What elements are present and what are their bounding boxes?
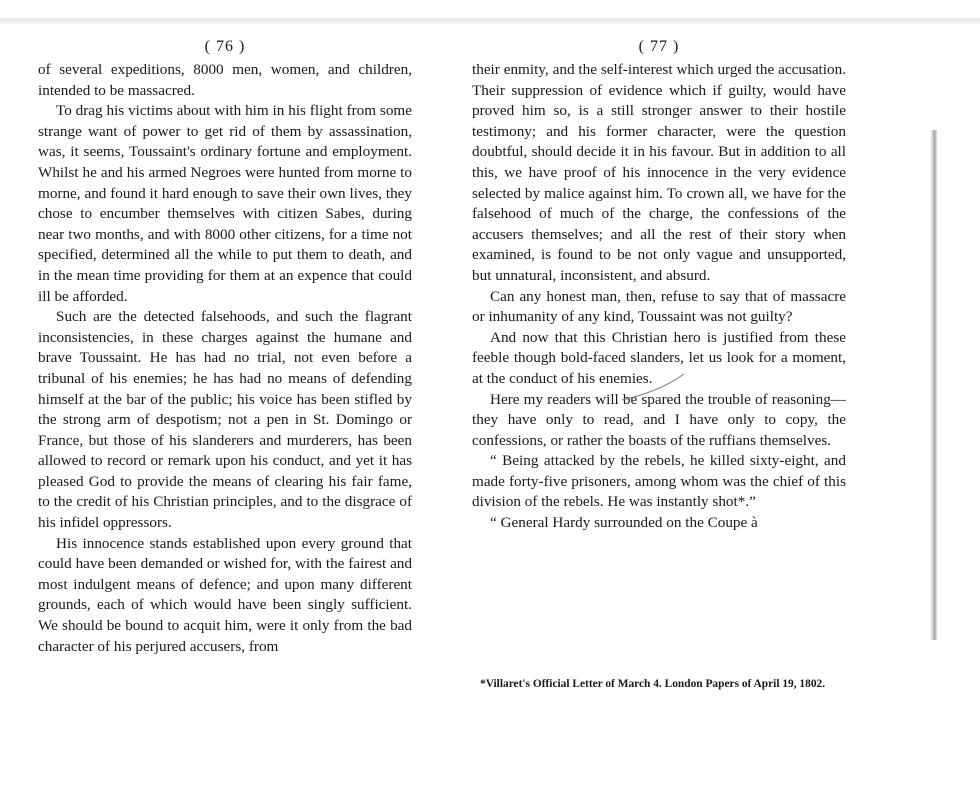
page-number-right: ( 77 ) <box>638 38 680 55</box>
paragraph: Can any honest man, then, refuse to say that of massacre or inhumanity of any kind, Toussaint was not guilty? <box>472 287 846 326</box>
page-number-left: ( 76 ) <box>204 38 246 55</box>
binding-shadow <box>930 130 938 640</box>
paragraph: Here my readers will be spared the trouble of reasoning—they have only to read, and I have only to copy, the confessions, or rather the boasts of the ruffians themselves. <box>472 390 846 449</box>
footnote <box>472 675 846 693</box>
paragraph: And now that this Christian hero is justified from these feeble though bold-faced slanders, let us look for a moment, at the conduct of his enemies. <box>472 328 846 387</box>
paragraph: “ General Hardy surrounded on the Coupe à <box>490 514 758 532</box>
paragraph: His innocence stands established upon every ground that could have been demanded or wished for, with the fairest and most indulgent means of defence; and upon many different grounds, each of which would have been singly sufficient. We should be bound to acquit him, were it only from the bad character of his perjured accusers, from <box>38 534 412 655</box>
left-page-text <box>38 60 412 657</box>
paragraph: their enmity, and the self-interest which urged the accusation. Their suppression of evidence which if guilty, would have proved him so, is a still stronger answer to their hostile testimony; and his former character, were the question doubtful, should decide it in his favour. But in addition to all this, we have proof of his innocence in the very evidence selected by malice against him. To crown all, we have for the falsehood of much of the charge, the confessions of the accusers themselves; and all the rest of their story when examined, is found to be not only vague and unsupported, but unnatural, inconsistent, and absurd. <box>472 61 846 284</box>
right-page-text <box>472 60 846 534</box>
pencil-mark-icon <box>620 372 686 402</box>
page-top-edge <box>0 18 980 24</box>
left-page <box>38 34 412 657</box>
paragraph: To drag his victims about with him in his flight from some strange want of power to get rid of them by assassination, was, it seems, Toussaint's ordinary fortune and employment. Whilst he and his armed Negroes were hunted from morne to morne, and found it hard enough to save their own lives, they chose to encumber themselves with citizen Sabes, during near two months, and with 8000 other citizens, for a time not specified, determined all the while to put them to death, and in the mean time providing for them at an expence that could ill be afforded. <box>38 102 412 305</box>
paragraph: “ Being attacked by the rebels, he killed sixty-eight, and made forty-five prisoners, among whom was the chief of this division of the rebels. He was instantly shot*.” <box>472 452 846 511</box>
right-page <box>472 34 846 534</box>
paragraph: of several expeditions, 8000 men, women, and children, intended to be massacred. <box>38 61 412 99</box>
footnote-text: *Villaret's Official Letter of March 4. London Papers of April 19, 1802. <box>480 678 826 690</box>
paragraph: Such are the detected falsehoods, and such the flagrant inconsistencies, in these charges against the humane and brave Toussaint. He has had no trial, not even before a tribunal of his enemies; he has had no means of defending himself at the bar of the public; his voice has been stifled by the strong arm of despotism; not a pen in St. Domingo or France, but those of his slanderers and murderers, has been allowed to record or remark upon his conduct, and yet it has pleased God to provide the means of clearing his fair fame, to the credit of his Christian principles, and to the disgrace of his infidel oppressors. <box>38 308 412 532</box>
